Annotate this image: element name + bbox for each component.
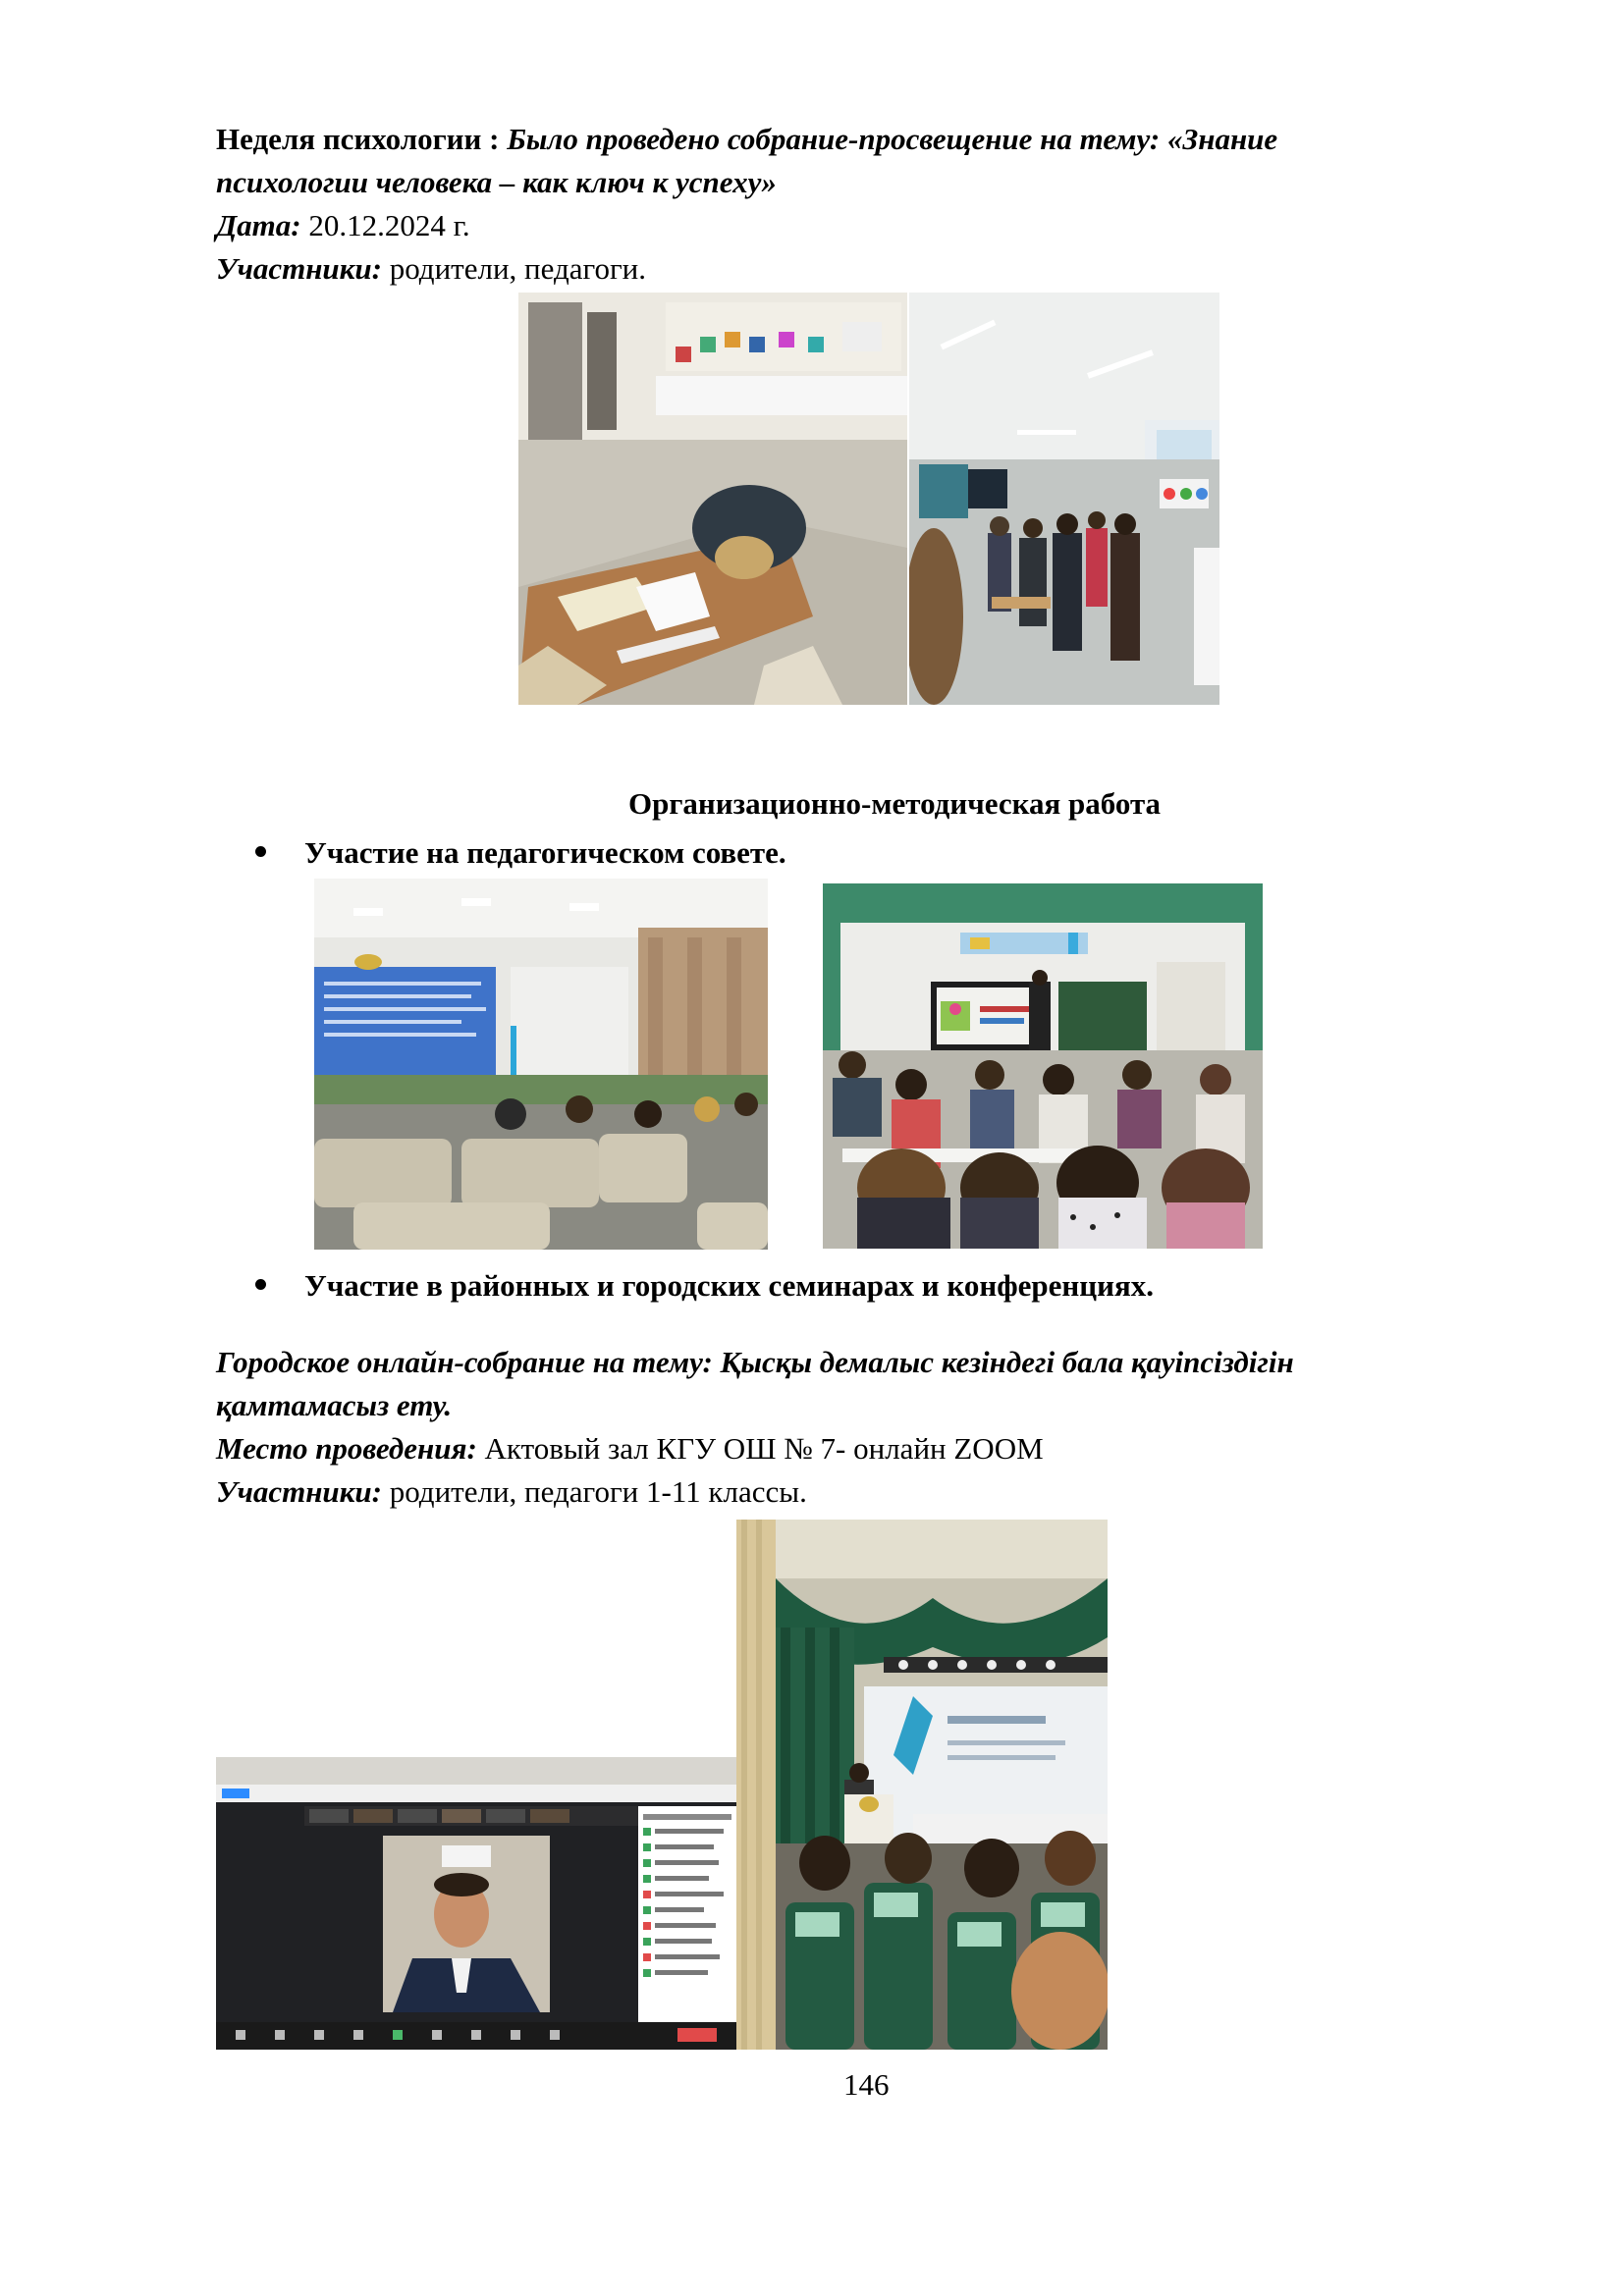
participants-value-2: родители, педагоги 1-11 классы. bbox=[389, 1474, 807, 1509]
bullet-dot-1 bbox=[255, 846, 266, 857]
section1-heading-line1 bbox=[216, 118, 1277, 161]
photo-exhibition-hall bbox=[518, 293, 907, 705]
section1-participants bbox=[216, 247, 646, 291]
photo-assembly-hall bbox=[314, 879, 768, 1250]
section3-participants bbox=[216, 1470, 807, 1514]
photo-conference-hall bbox=[736, 1520, 1108, 2050]
photo-classroom-meeting bbox=[823, 883, 1263, 1249]
photo-zoom-call bbox=[216, 1757, 736, 2050]
bullet-item-seminars: Участие в районных и городских семинарах и конференциях. bbox=[304, 1268, 1155, 1303]
date-value: 20.12.2024 г. bbox=[308, 208, 470, 242]
section1-date bbox=[216, 204, 470, 247]
section1-heading-italic: Было проведено собрание-просвещение на тему: «Знание bbox=[507, 122, 1278, 156]
date-label: Дата: bbox=[216, 208, 301, 242]
section2-title: Организационно-методическая работа bbox=[628, 786, 1162, 821]
section3-place bbox=[216, 1427, 1044, 1470]
participants-label: Участники: bbox=[216, 251, 382, 286]
section3-heading-line2: қамтамасыз ету. bbox=[216, 1388, 453, 1422]
participants-value: родители, педагоги. bbox=[389, 251, 647, 286]
photo-classroom-group bbox=[909, 293, 1219, 705]
bullet-dot-2 bbox=[255, 1279, 266, 1290]
section1-heading-bold: Неделя психологии : bbox=[216, 122, 500, 156]
participants-label-2: Участники: bbox=[216, 1474, 382, 1509]
place-value: Актовый зал КГУ ОШ № 7- онлайн ZOOM bbox=[484, 1431, 1044, 1466]
bullet-item-pedagogical-council: Участие на педагогическом совете. bbox=[304, 835, 786, 870]
section1-heading-line2: психологии человека – как ключ к успеху» bbox=[216, 165, 777, 199]
place-label: Место проведения: bbox=[216, 1431, 477, 1466]
page-number: 146 bbox=[843, 2067, 890, 2102]
section3-heading-line1: Городское онлайн-собрание на тему: Қысқы демалыс кезіндегі бала қауіпсіздігін bbox=[216, 1345, 1294, 1379]
